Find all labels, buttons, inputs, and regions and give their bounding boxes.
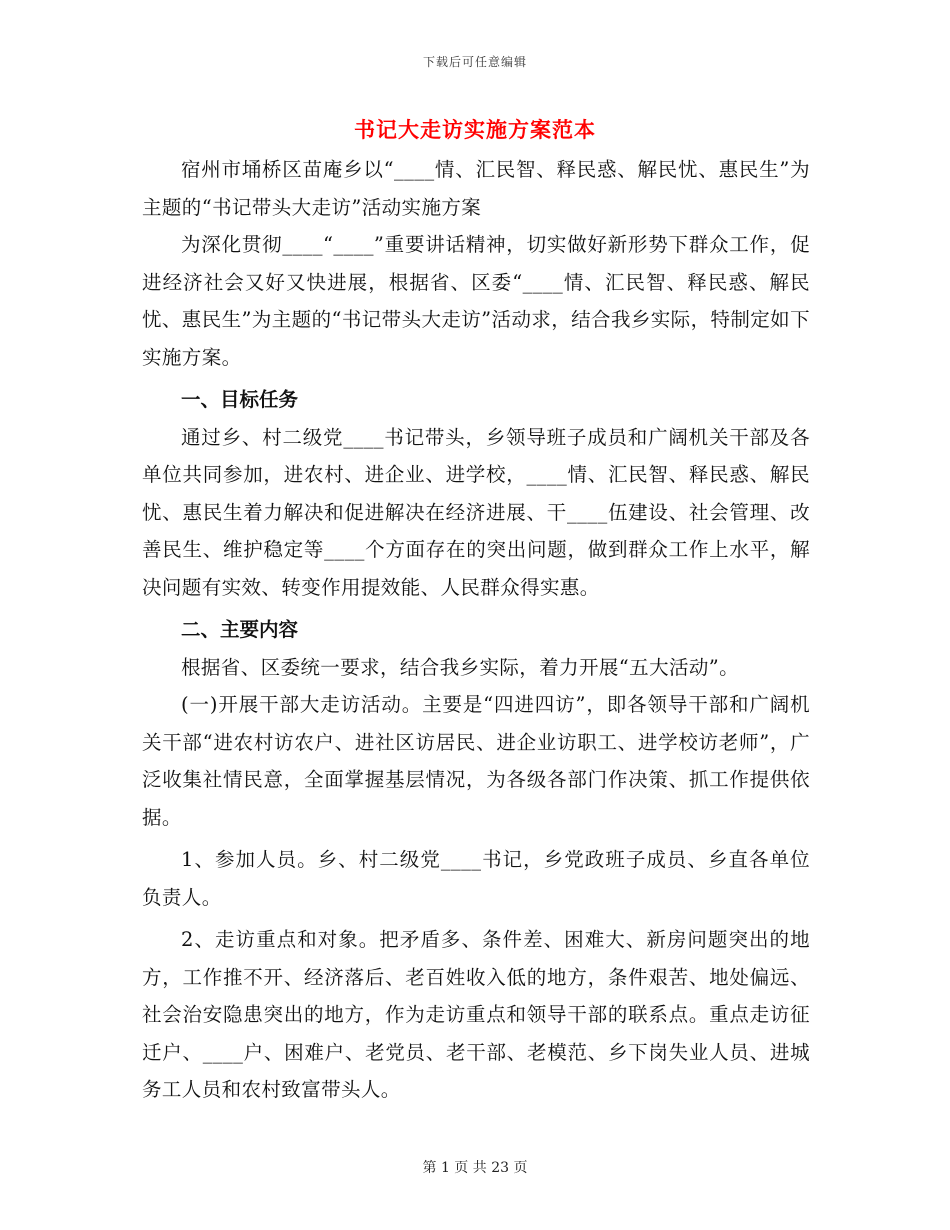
paragraph-participants: 1、参加人员。乡、村二级党____书记，乡党政班子成员、乡直各单位负责人。 <box>142 848 810 909</box>
paragraph-visit-focus: 2、走访重点和对象。把矛盾多、条件差、困难大、新房问题突出的地方，工作推不开、经济落后、老百姓收入低的地方，条件艰苦、地处偏远、社会治安隐患突出的地方，作为走访重点和领导干部的联系点。重点走访征迁户、____户、困难户、老党员、老干部、老模范、乡下岗失业人员、进城务工人员和农村致富带头人。 <box>142 928 810 1101</box>
section-heading-content: 二、主要内容 <box>181 618 299 641</box>
paragraph-subtitle: 宿州市埇桥区苗庵乡以“____情、汇民智、释民惑、解民忧、惠民生”为主题的“书记带头大走访”活动实施方案 <box>142 158 810 219</box>
section-heading-goals: 一、目标任务 <box>181 388 299 411</box>
header-note: 下载后可任意编辑 <box>422 55 527 69</box>
page-footer: 第 1 页 共 23 页 <box>422 1160 528 1176</box>
paragraph-content-intro: 根据省、区委统一要求，结合我乡实际，着力开展“五大活动”。 <box>181 655 740 679</box>
paragraph-goals: 通过乡、村二级党____书记带头，乡领导班子成员和广阔机关干部及各单位共同参加，进农村、进企业、进学校，____情、汇民智、释民惑、解民忧、惠民生着力解决和促进解决在经济进展、干____伍建设、社会管理、改善民生、维护稳定等____个方面存在的突出问题，做到群众工作上水平，解决问题有实效、转变作用提效能、人民群众得实惠。 <box>142 425 810 599</box>
paragraph-intro: 为深化贯彻____“____”重要讲话精神，切实做好新形势下群众工作，促进经济社会又好又快进展，根据省、区委“____情、汇民智、释民惑、解民忧、惠民生”为主题的“书记带头大走访”活动求，结合我乡实际，特制定如下实施方案。 <box>142 233 810 369</box>
paragraph-activity-one: (一)开展干部大走访活动。主要是“四进四访”，即各领导干部和广阔机关干部“进农村访农户、进社区访居民、进企业访职工、进学校访老师”，广泛收集社情民意，全面掌握基层情况，为各级各部门作决策、抓工作提供依据。 <box>142 693 810 829</box>
document-title: 书记大走访实施方案范本 <box>354 117 596 142</box>
document-body <box>142 151 810 1109</box>
